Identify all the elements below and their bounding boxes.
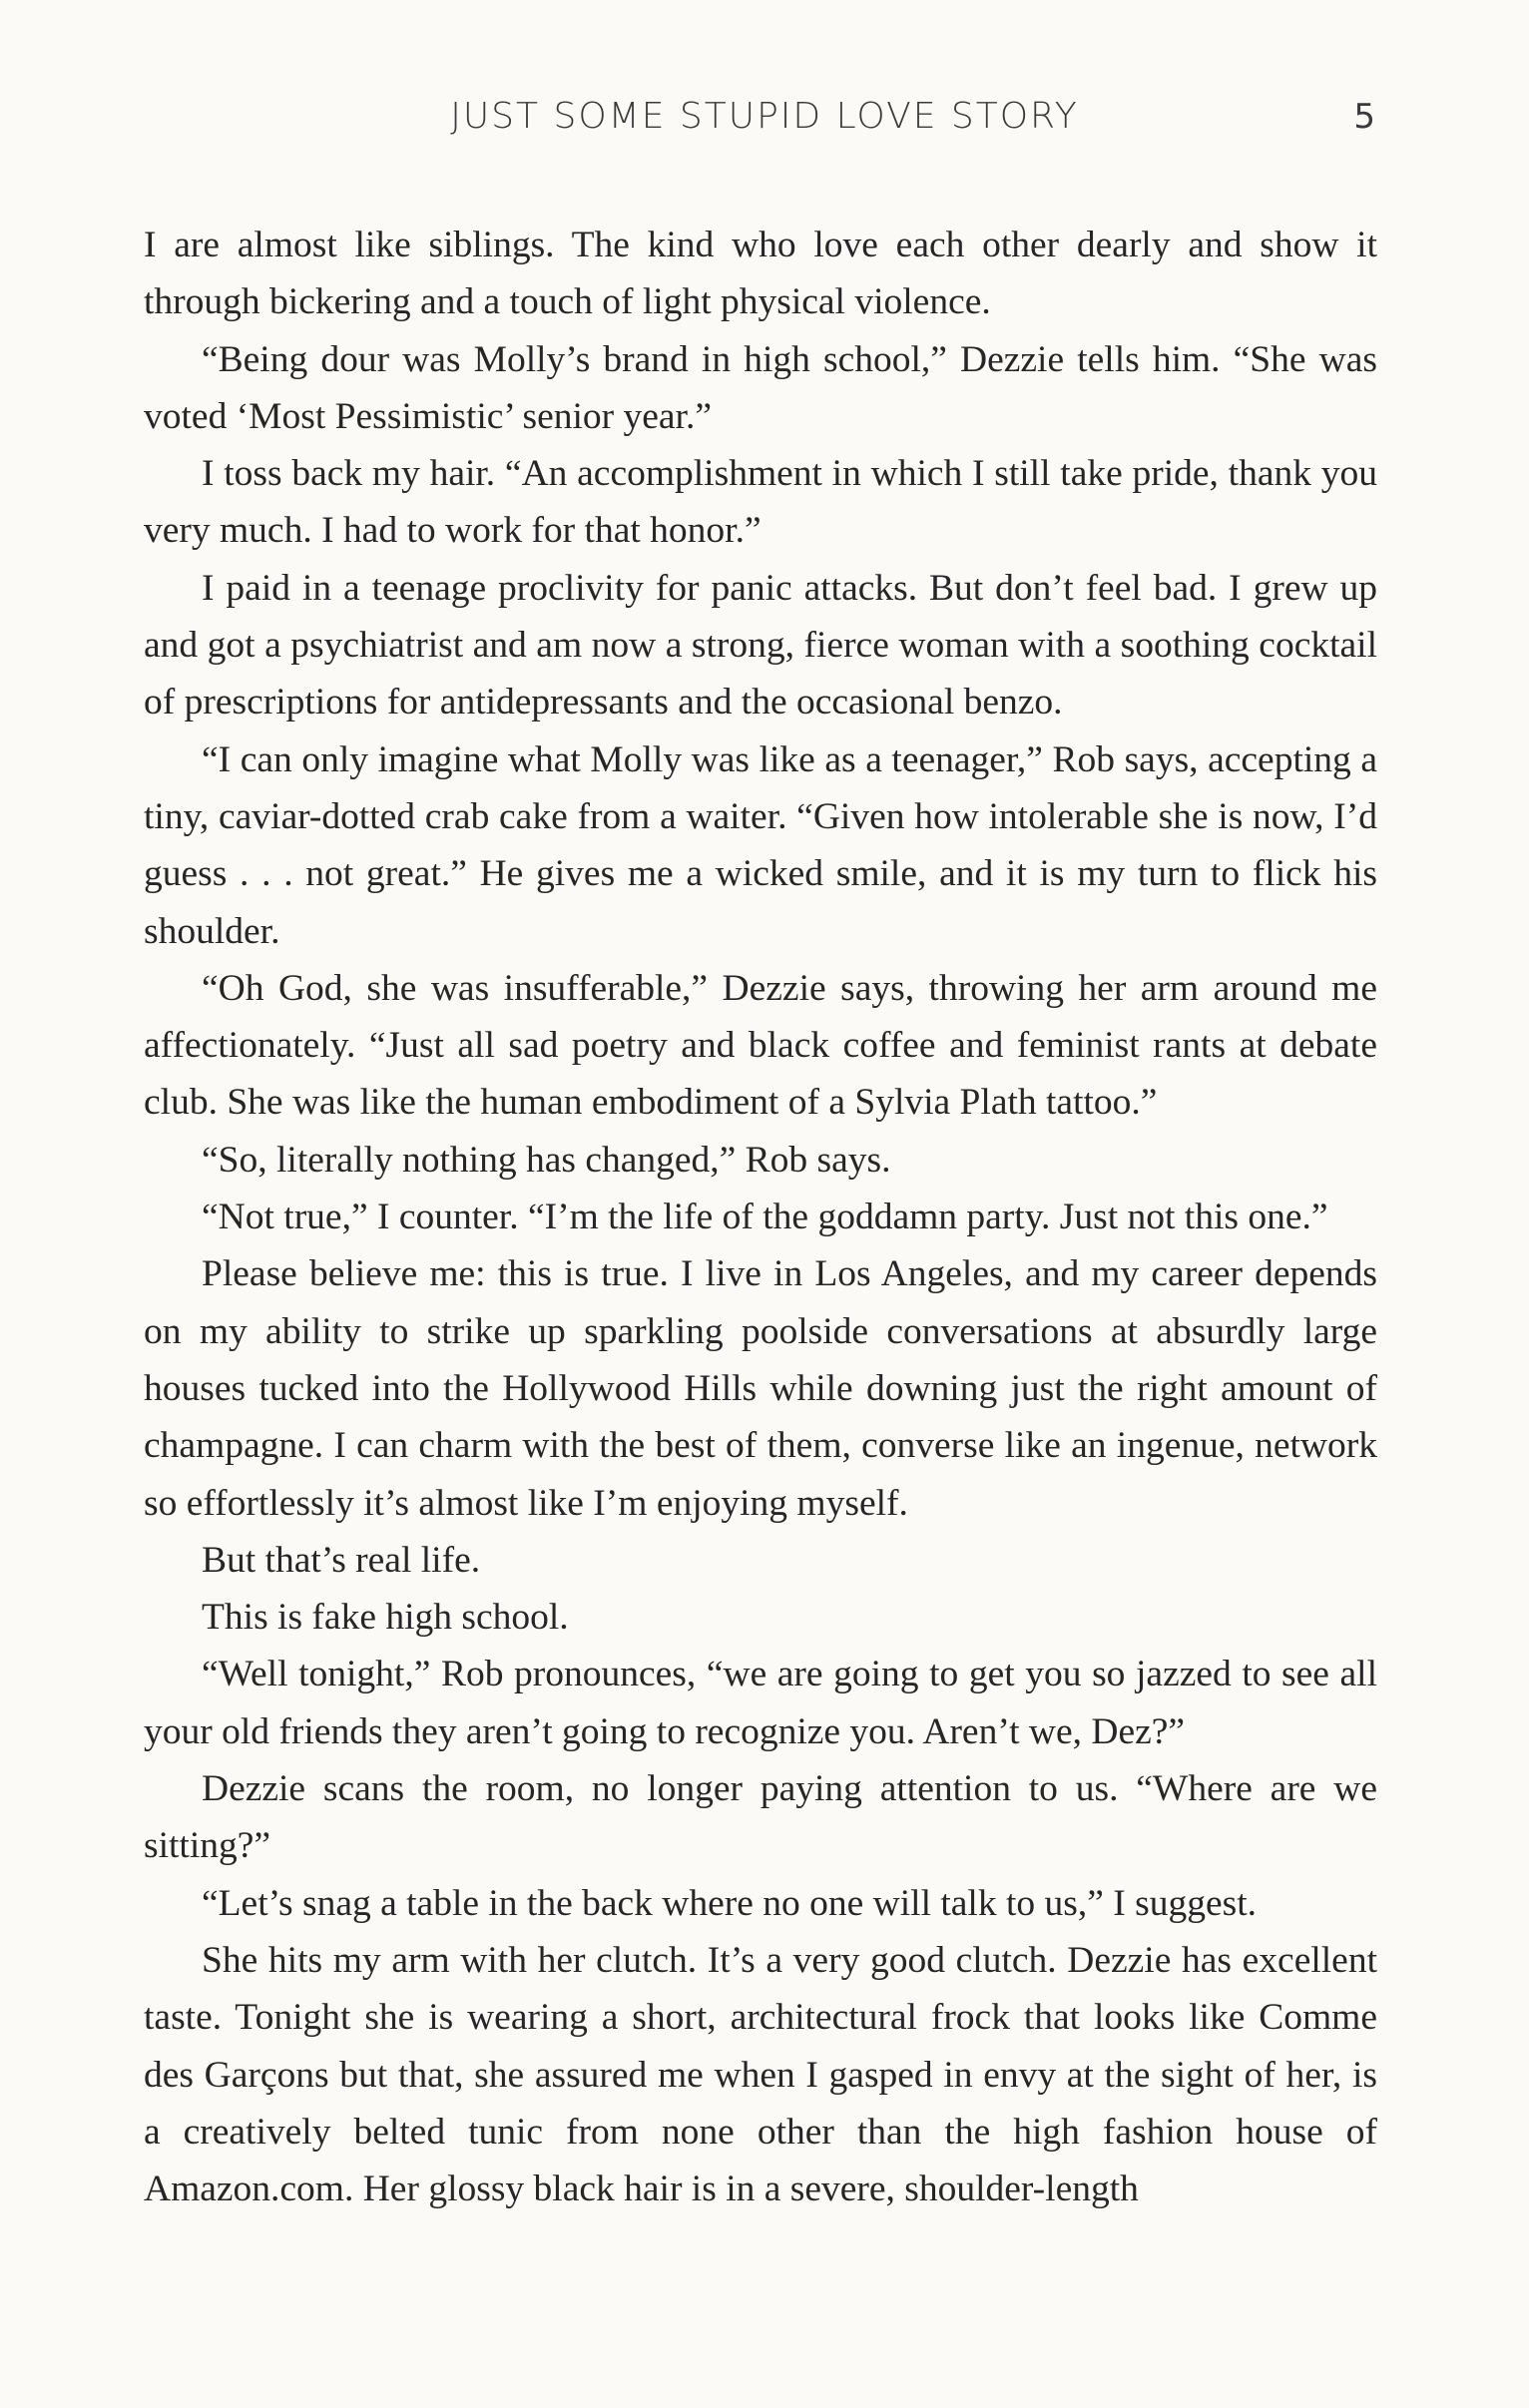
paragraph: “Oh God, she was insufferable,” Dezzie says, throwing her arm around me affectionately. “Just all sad poetry and black coffee and feminist rants at debate club. She was like the human embodiment of a Sylvia Plath tattoo.” — [144, 967, 1377, 1124]
paragraph: “Let’s snag a table in the back where no one will talk to us,” I suggest. — [202, 1882, 1257, 1924]
running-head — [0, 92, 1529, 142]
paragraph: Dezzie scans the room, no longer paying attention to us. “Where are we sitting?” — [144, 1768, 1377, 1867]
body-text — [144, 217, 1377, 2217]
paragraph: But that’s real life. — [202, 1539, 481, 1581]
paragraph: “Being dour was Molly’s brand in high school,” Dezzie tells him. “She was voted ‘Most Pessimistic’ senior year.” — [144, 338, 1377, 437]
page-number: 5 — [1353, 97, 1375, 137]
paragraph: I paid in a teenage proclivity for panic attacks. But don’t feel bad. I grew up and got a psychiatrist and am now a strong, fierce woman with a soothing cocktail of prescriptions for antidepressants and the occasional benzo. — [144, 567, 1377, 723]
paragraph: “So, literally nothing has changed,” Rob says. — [202, 1139, 891, 1181]
paragraph: She hits my arm with her clutch. It’s a very good clutch. Dezzie has excellent taste. Tonight she is wearing a short, architectural frock that looks like Comme des Garçons but that, she assured me when I gasped in envy at the sight of her, is a creatively belted tunic from none other than the high fashion house of Amazon.com. Her glossy black hair is in a severe, shoulder-length — [144, 1939, 1377, 2210]
paragraph-continued: I are almost like siblings. The kind who love each other dearly and show it through bickering and a touch of light physical violence. — [144, 225, 1377, 323]
paragraph: I toss back my hair. “An accomplishment in which I still take pride, thank you very much. I had to work for that honor.” — [144, 453, 1377, 552]
paragraph: “I can only imagine what Molly was like as a teenager,” Rob says, accepting a tiny, caviar-dotted crab cake from a waiter. “Given how intolerable she is now, I’d guess . . . not great.” He gives me a wicked smile, and it is my turn to flick his shoulder. — [144, 738, 1377, 952]
paragraph: “Well tonight,” Rob pronounces, “we are going to get you so jazzed to see all your old friends they aren’t going to recognize you. Aren’t we, Dez?” — [144, 1654, 1377, 1752]
paragraph: This is fake high school. — [202, 1597, 569, 1639]
paragraph: “Not true,” I counter. “I’m the life of the goddamn party. Just not this one.” — [202, 1197, 1328, 1238]
running-title: JUST SOME STUPID LOVE STORY — [450, 96, 1079, 137]
paragraph: Please believe me: this is true. I live in Los Angeles, and my career depends on my ability to strike up sparkling poolside conversations at absurdly large houses tucked into the Hollywood Hills while downing just the right amount of champagne. I can charm with the best of them, converse like an ingenue, network so effortlessly it’s almost like I’m enjoying myself. — [144, 1253, 1377, 1524]
